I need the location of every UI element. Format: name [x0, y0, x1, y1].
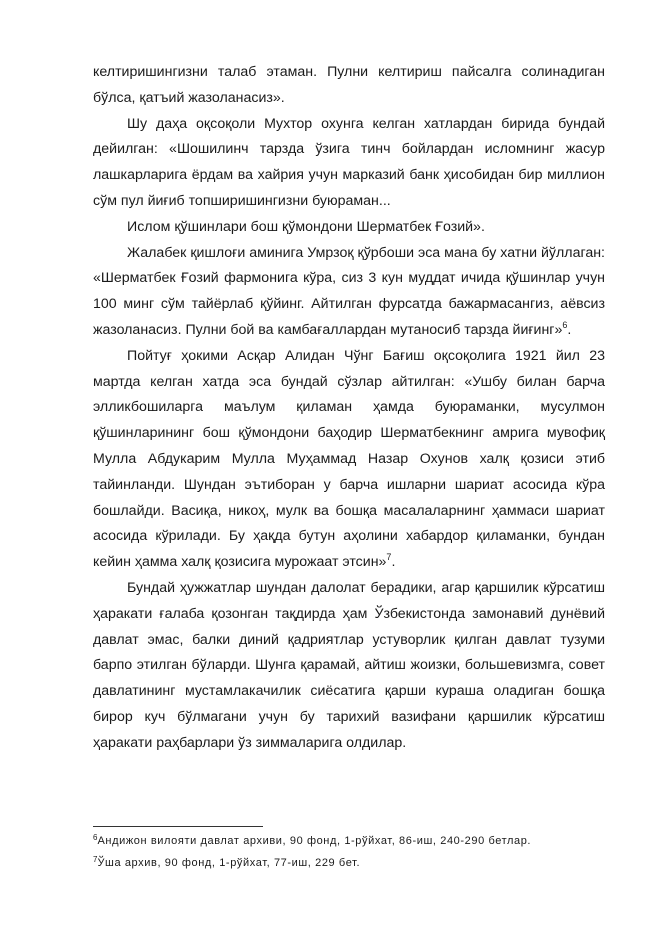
- footnote-mark: 7: [93, 855, 98, 864]
- footnote-divider: [93, 826, 263, 827]
- paragraph-text: Бундай ҳужжатлар шундан далолат берадики, агар қаршилик кўрсатиш ҳаракати ғалаба қозонган тақдирда ҳам Ўзбекистонда замонавий дунёвий давлат эмас, балки диний қадриятлар устуворлик қилган давлат тузуми барпо этилган бўларди. Шунга қарамай, айтиш жоизки, большевизмга, совет давлатининг мустамлакачилик сиёсатига қарши кураша оладиган бошқа бирор куч бўлмагани учун бу тарихий вазифани қаршилик кўрсатиш ҳаракати раҳбарлари ўз зиммаларига олдилар.: [93, 579, 605, 751]
- footnote-mark: 6: [93, 833, 98, 842]
- paragraph-text: Жалабек қишлоғи аминига Умрзоқ қўрбоши эса мана бу хатни йўллаган: «Шерматбек Ғозий фармонига кўра, сиз 3 кун муддат ичида қўшинлар учун 100 минг сўм тайёрлаб қўйинг. Айтилган фурсатда бажармасангиз, аёвсиз жазоланасиз. Пулни бой ва камбағаллардан мутаносиб тарзда йиғинг»: [93, 244, 605, 338]
- document-body: [93, 60, 605, 757]
- paragraph-text: келтиришингизни талаб этаман. Пулни келтириш пайсалга солинадиган бўлса, қатъий жазоланасиз».: [93, 64, 605, 106]
- paragraph-text: Пойтуғ ҳокими Асқар Алидан Чўнг Бағиш оқсоқолига 1921 йил 23 мартда келган хатда эса бундай сўзлар айтилган: «Ушбу билан барча элликбошиларга маълум қиламан ҳамда буюраманки, мусулмон қўшинларининг бош қўмондони баҳодир Шерматбекнинг амрига мувофиқ Мулла Абдукарим Мулла Муҳаммад Назар Охунов халқ қозиси этиб тайинланди. Шундан эътиборан у барча ишларни шариат асосида кўра бошлайди. Васиқа, никоҳ, мулк ва бошқа масалаларнинг ҳаммаси шариат асосида кўрилади. Бу ҳақда бутун аҳолини хабардор қиламанки, бундан кейин ҳамма халқ қозисига мурожаат этсин»: [93, 347, 605, 571]
- footnote-text: Андижон вилояти давлат архиви, 90 фонд, 1-рўйхат, 86-иш, 240-290 бетлар.: [97, 835, 532, 847]
- paragraph: [93, 576, 605, 757]
- footnote-reference[interactable]: 7: [386, 552, 392, 563]
- paragraph: [93, 112, 605, 215]
- footnote: [93, 830, 613, 852]
- footnotes: [93, 830, 613, 874]
- footnote-reference[interactable]: 6: [562, 319, 568, 330]
- paragraph-text: Ислом қўшинлари бош қўмондони Шерматбек Ғозий».: [127, 218, 485, 235]
- paragraph-text: Шу даҳа оқсоқоли Мухтор охунга келган хатлардан бирида бундай дейилган: «Шошилинч тарзда ўзига тинч бойлардан исломнинг жасур лашкарларига ёрдам ва хайрия учун марказий банк ҳисобидан бир миллион сўм пул йиғиб топширишингизни буюраман...: [93, 115, 605, 209]
- paragraph: [93, 344, 605, 576]
- footnote-text: Ўша архив, 90 фонд, 1-рўйхат, 77-иш, 229 бет.: [97, 857, 361, 869]
- paragraph: [93, 241, 605, 344]
- paragraph-end: .: [391, 554, 396, 571]
- footnote: [93, 852, 613, 874]
- paragraph: [93, 60, 605, 112]
- paragraph-end: .: [567, 321, 572, 338]
- paragraph: [93, 215, 605, 241]
